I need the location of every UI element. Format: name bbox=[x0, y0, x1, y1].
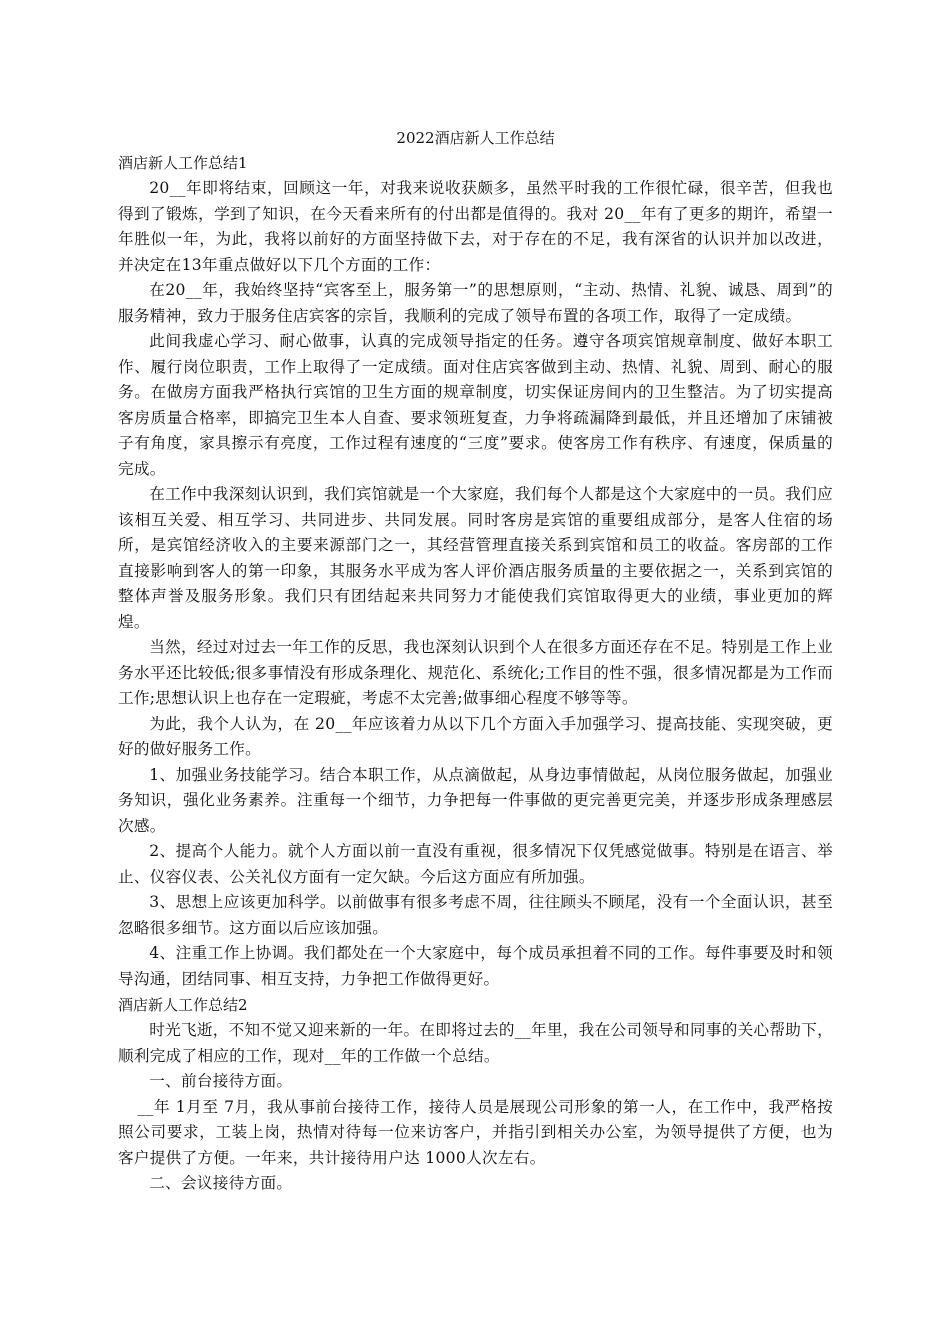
section-heading-1: 酒店新人工作总结1 bbox=[118, 154, 248, 172]
paragraph: 此间我虚心学习、耐心做事，认真的完成领导指定的任务。遵守各项宾馆规章制度、做好本职工作、履行岗位职责，工作上取得了一定成绩。面对住店宾客做到主动、热情、礼貌、周到、耐心的服务。在做房方面我严格执行宾馆的卫生方面的规章制度，切实保证房间内的卫生整洁。为了切实提高客房质量合格率，即搞完卫生本人自查、要求领班复查，力争将疏漏降到最低，并且还增加了床铺被子有角度，家具擦示有亮度，工作过程有速度的“三度”要求。使客房工作有秩序、有速度，保质量的完成。 bbox=[118, 332, 833, 478]
section-heading-2: 酒店新人工作总结2 bbox=[118, 996, 248, 1014]
list-item: 2、提高个人能力。就个人方面以前一直没有重视，很多情况下仅凭感觉做事。特别是在语言、举止、仪容仪表、公关礼仪方面有一定欠缺。今后这方面应有所加强。 bbox=[118, 842, 833, 886]
paragraph: 时光飞逝，不知不觉又迎来新的一年。在即将过去的__年里，我在公司领导和同事的关心帮助下，顺利完成了相应的工作，现对__年的工作做一个总结。 bbox=[118, 1021, 833, 1065]
paragraph: 当然，经过对过去一年工作的反思，我也深刻认识到个人在很多方面还存在不足。特别是工作上业务水平还比较低;很多事情没有形成条理化、规范化、系统化;工作目的性不强，很多情况都是为工作而工作;思想认识上也存在一定瑕疵，考虑不太完善;做事细心程度不够等等。 bbox=[118, 638, 833, 707]
paragraph: 在工作中我深刻认识到，我们宾馆就是一个大家庭，我们每个人都是这个大家庭中的一员。我们应该相互关爱、相互学习、共同进步、共同发展。同时客房是宾馆的重要组成部分，是客人住宿的场所，是宾馆经济收入的主要来源部门之一，其经营管理直接关系到宾馆和员工的收益。客房部的工作直接影响到客人的第一印象，其服务水平成为客人评价酒店服务质量的主要依据之一，关系到宾馆的整体声誉及服务形象。我们只有团结起来共同努力才能使我们宾馆取得更大的业绩，事业更加的辉煌。 bbox=[118, 485, 833, 631]
paragraph: __年 1月至 7月，我从事前台接待工作，接待人员是展现公司形象的第一人，在工作中，我严格按照公司要求，工装上岗，热情对待每一位来访客户，并指引到相关办公室，为领导提供了方便，也为客户提供了方便。一年来，共计接待用户达 1000人次左右。 bbox=[118, 1097, 833, 1167]
subsection-heading: 一、前台接待方面。 bbox=[149, 1072, 293, 1090]
paragraph: 在20__年，我始终坚持“宾客至上，服务第一”的思想原则，“主动、热情、礼貌、诚恳、周到”的服务精神，致力于服务住店宾客的宗旨，我顺利的完成了领导布置的各项工作，取得了一定成绩。 bbox=[118, 281, 833, 325]
paragraph: 为此，我个人认为，在 20__年应该着力从以下几个方面入手加强学习、提高技能、实现突破，更好的做好服务工作。 bbox=[118, 714, 833, 758]
document-title: 2022酒店新人工作总结 bbox=[396, 129, 555, 147]
document-page bbox=[118, 126, 833, 1197]
list-item: 1、加强业务技能学习。结合本职工作，从点滴做起，从身边事情做起，从岗位服务做起，加强业务知识，强化业务素养。注重每一个细节，力争把每一件事做的更完善更完美，并逐步形成条理感层次感。 bbox=[118, 765, 833, 835]
paragraph: 20__年即将结束，回顾这一年，对我来说收获颇多，虽然平时我的工作很忙碌，很辛苦，但我也得到了锻炼，学到了知识，在今天看来所有的付出都是值得的。我对 20__年有了更多的期许，希望一年胜似一年，为此，我将以前好的方面坚持做下去，对于存在的不足，我有深省的认识并加以改进，并决定在13年重点做好以下几个方面的工作： bbox=[118, 179, 833, 274]
subsection-heading: 二、会议接待方面。 bbox=[149, 1174, 293, 1192]
list-item: 3、思想上应该更加科学。以前做事有很多考虑不周，往往顾头不顾尾，没有一个全面认识，甚至忽略很多细节。这方面以后应该加强。 bbox=[118, 893, 833, 937]
list-item: 4、注重工作上协调。我们都处在一个大家庭中，每个成员承担着不同的工作。每件事要及时和领导沟通，团结同事、相互支持，力争把工作做得更好。 bbox=[118, 944, 833, 988]
